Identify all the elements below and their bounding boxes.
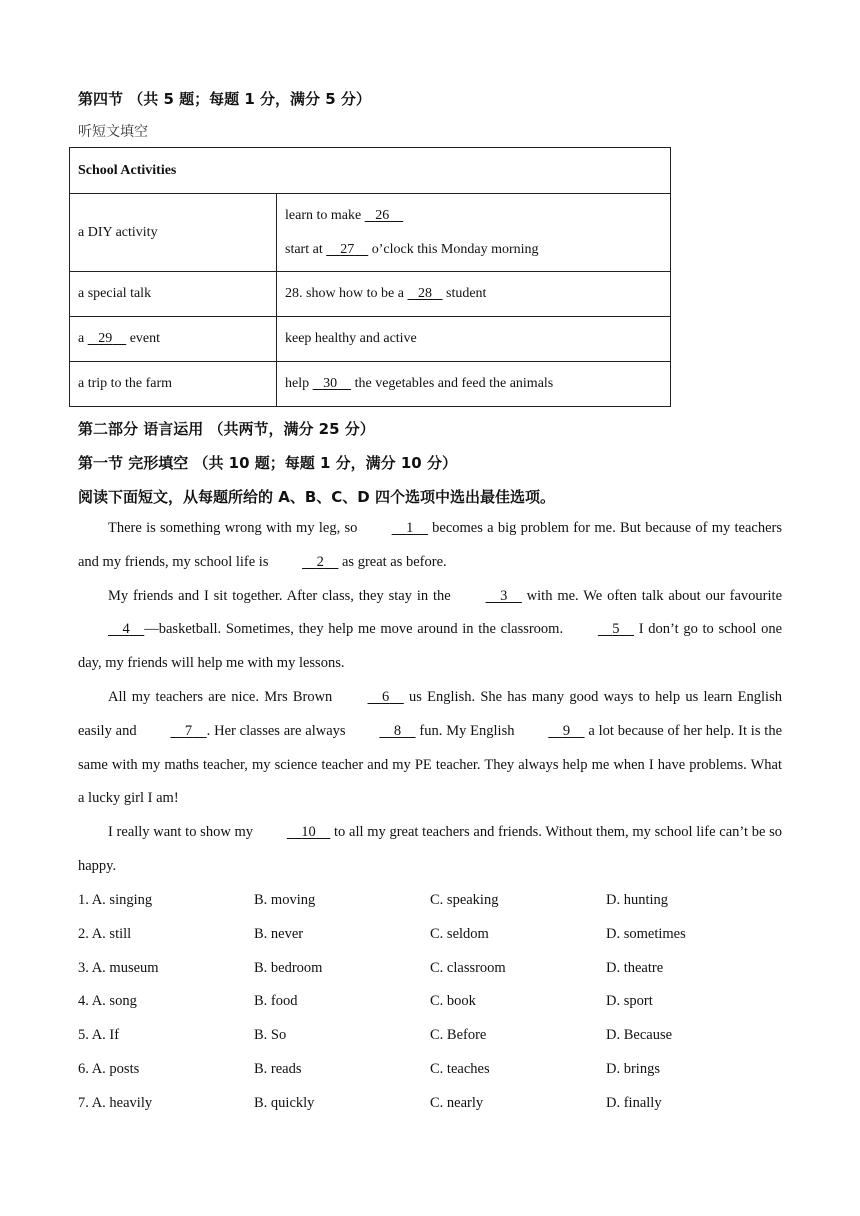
option-a: 1. A. singing <box>78 892 153 908</box>
table-row <box>70 362 671 407</box>
detail-text: student <box>442 286 487 301</box>
option-a: 5. A. If <box>78 1027 120 1044</box>
option-b: B. food <box>254 993 298 1010</box>
option-c: C. seldom <box>430 925 489 942</box>
passage-text: becomes a big problem for me. But because of my teachers and my friends, my school life is <box>78 520 783 570</box>
section4-subheading: 听短文填空 <box>78 124 148 140</box>
option-c: C. classroom <box>430 959 506 976</box>
passage-text: fun. My English <box>415 722 519 739</box>
blank-2 <box>272 546 338 580</box>
activity-cell: a trip to the farm <box>70 362 277 407</box>
blank-3 <box>456 580 522 614</box>
option-d: D. theatre <box>606 959 664 976</box>
option-b: B. So <box>254 1027 287 1044</box>
passage-text: . Her classes are always <box>206 722 350 739</box>
option-b: B. bedroom <box>254 959 323 976</box>
option-a: 6. A. posts <box>78 1060 140 1077</box>
option-row <box>78 884 782 918</box>
detail-text: 28. show how to be a <box>285 286 408 301</box>
part2-heading: 第二部分 语言运用 （共两节，满分 25 分） <box>78 420 375 438</box>
blank-number: 30 <box>323 376 338 391</box>
detail-line <box>285 199 662 233</box>
option-row <box>78 1019 782 1053</box>
blank-6 <box>338 681 404 715</box>
passage-text: with me. We often talk about our favourite <box>521 587 783 604</box>
passage-text: a lot because of her help. It is the same with my maths teacher, my science teacher and my PE teacher. They always help me when I have problems. What a lucky girl I am! <box>78 722 783 807</box>
blank-26 <box>365 199 404 233</box>
blank-10 <box>257 816 331 850</box>
passage-text: —basketball. Sometimes, they help me move around in the classroom. <box>144 621 568 638</box>
blank-8 <box>349 715 415 749</box>
section4-heading: 第四节 （共 5 题；每题 1 分，满分 5 分） <box>78 90 371 108</box>
table-title: School Activities <box>70 148 671 194</box>
detail-text: learn to make <box>285 207 365 223</box>
blank-number: 9 <box>562 722 571 739</box>
blank-4 <box>78 613 144 647</box>
passage-paragraph <box>78 580 782 681</box>
detail-text: o’clock this Monday morning <box>368 241 539 257</box>
passage-text: to all my great teachers and friends. Without them, my school life can’t be so happy. <box>78 824 782 874</box>
option-a: 3. A. museum <box>78 959 159 976</box>
detail-cell: keep healthy and active <box>277 317 671 362</box>
activity-text: a <box>78 331 88 346</box>
blank-number: 29 <box>98 331 113 346</box>
blank-5 <box>568 613 634 647</box>
activity-cell: a DIY activity <box>70 194 277 272</box>
option-row <box>78 985 782 1019</box>
blank-number: 6 <box>382 688 390 705</box>
passage-text: All my teachers are nice. Mrs Brown <box>108 688 338 705</box>
passage-paragraph <box>78 681 782 816</box>
option-b: B. moving <box>254 892 316 908</box>
option-b: B. quickly <box>254 1094 315 1111</box>
blank-7 <box>140 715 206 749</box>
passage-text: us English. She has many good ways to help us learn English easily and <box>78 688 782 739</box>
blank-number: 1 <box>406 520 414 536</box>
option-d: D. hunting <box>606 892 669 908</box>
blank-number: 10 <box>301 824 316 841</box>
passage-text: There is something wrong with my leg, so <box>108 520 362 536</box>
option-c: C. teaches <box>430 1060 490 1077</box>
answer-options <box>78 884 782 1121</box>
option-c: C. book <box>430 993 476 1010</box>
detail-line <box>285 233 662 267</box>
blank-9 <box>518 715 584 749</box>
option-c: C. speaking <box>430 892 499 908</box>
blank-number: 2 <box>316 553 324 570</box>
table-row <box>70 272 671 317</box>
passage-text: I really want to show my <box>108 824 257 841</box>
blank-number: 3 <box>500 587 508 604</box>
option-a: 2. A. still <box>78 925 132 942</box>
blank-number: 5 <box>612 621 620 638</box>
blank-number: 27 <box>340 241 355 257</box>
blank-number: 8 <box>393 722 402 739</box>
blank-number: 4 <box>122 621 130 638</box>
option-a: 7. A. heavily <box>78 1094 153 1111</box>
passage-paragraph <box>78 816 782 884</box>
passage-text: My friends and I sit together. After class, they stay in the <box>108 587 456 604</box>
blank-1 <box>362 512 428 546</box>
option-row <box>78 952 782 986</box>
option-d: D. brings <box>606 1060 660 1077</box>
blank-number: 26 <box>375 207 390 223</box>
blank-30 <box>313 376 352 392</box>
blank-number: 7 <box>184 722 193 739</box>
option-row <box>78 1053 782 1087</box>
option-a: 4. A. song <box>78 993 137 1010</box>
activity-cell <box>70 317 277 362</box>
option-b: B. reads <box>254 1060 302 1077</box>
detail-text: start at <box>285 241 327 257</box>
school-activities-table <box>69 147 671 407</box>
detail-cell <box>277 362 671 407</box>
activity-text: event <box>126 331 161 346</box>
blank-28 <box>408 286 443 302</box>
option-c: C. Before <box>430 1027 487 1044</box>
option-c: C. nearly <box>430 1094 484 1111</box>
option-b: B. never <box>254 925 304 942</box>
activity-cell: a special talk <box>70 272 277 317</box>
detail-text: the vegetables and feed the animals <box>351 376 554 391</box>
option-d: D. Because <box>606 1027 673 1044</box>
passage-text: I don’t go to school one day, my friends will help me with my lessons. <box>78 621 783 672</box>
option-d: D. finally <box>606 1094 662 1111</box>
option-row <box>78 1087 782 1121</box>
cloze-instruction: 阅读下面短文，从每题所给的 A、B、C、D 四个选项中选出最佳选项。 <box>78 488 555 506</box>
blank-27 <box>326 233 368 267</box>
detail-cell <box>277 194 671 272</box>
blank-29 <box>88 331 127 347</box>
table-row <box>70 317 671 362</box>
cloze-section-heading: 第一节 完形填空 （共 10 题；每题 1 分，满分 10 分） <box>78 454 457 472</box>
blank-number: 28 <box>418 286 432 301</box>
passage-paragraph <box>78 512 782 580</box>
passage-text: as great as before. <box>338 553 447 570</box>
detail-text: help <box>285 376 313 391</box>
option-row <box>78 918 782 952</box>
detail-cell <box>277 272 671 317</box>
table-row <box>70 194 671 272</box>
option-d: D. sometimes <box>606 925 686 942</box>
option-d: D. sport <box>606 993 653 1010</box>
cloze-passage <box>78 512 782 884</box>
